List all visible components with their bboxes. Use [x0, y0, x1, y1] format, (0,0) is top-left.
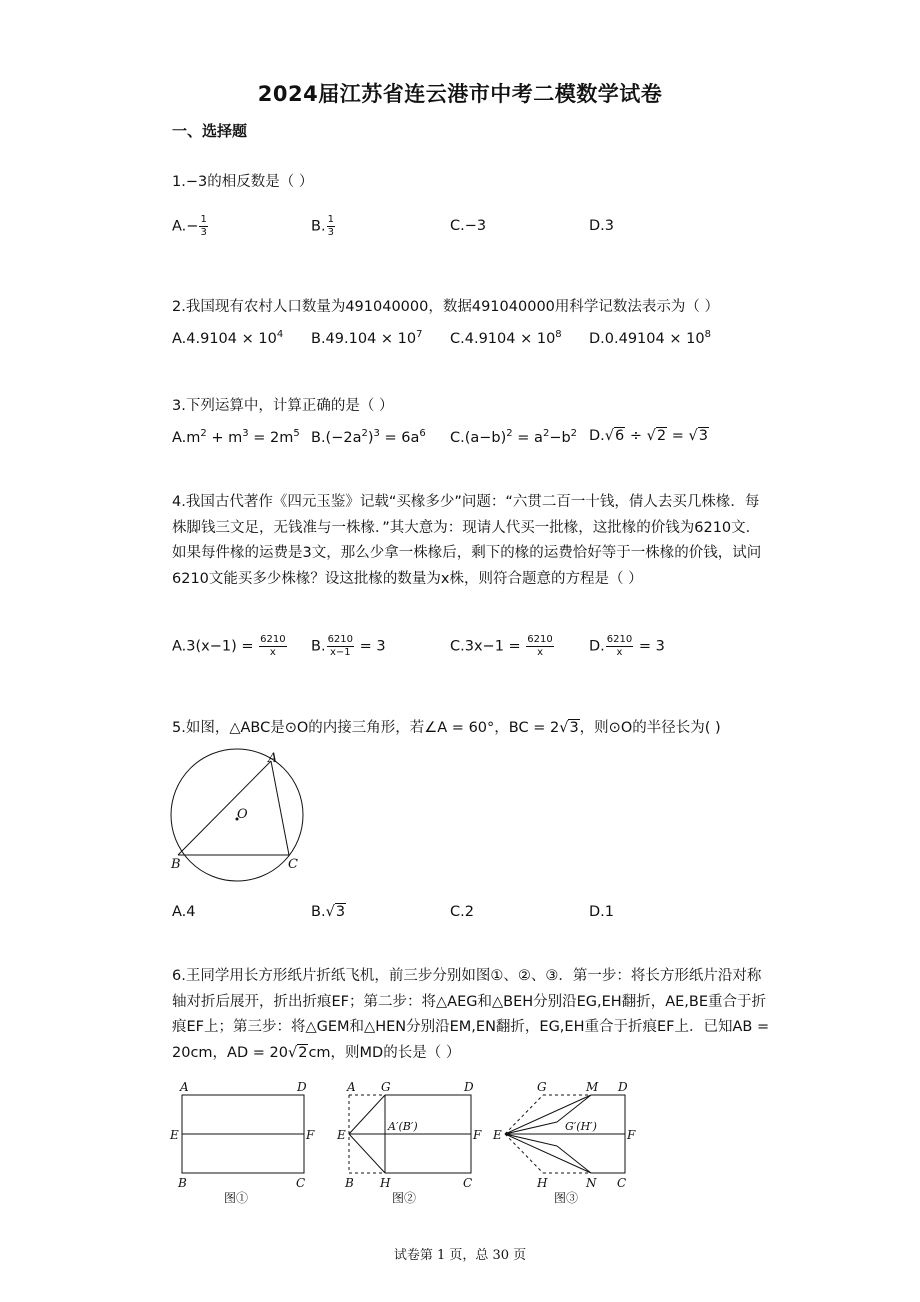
denominator: x [616, 647, 623, 658]
label-a: A [180, 1080, 189, 1094]
term: = 3 [634, 638, 665, 655]
exponent: 8 [555, 329, 562, 340]
question-1-stem: 1.−3的相反数是（ ） [172, 174, 314, 190]
segment-eg [349, 1095, 385, 1134]
term: B. [311, 638, 326, 655]
q5-option-c[interactable]: C.2 [450, 904, 474, 920]
label-f: F [627, 1128, 636, 1142]
term: = [667, 428, 689, 444]
term: −b [549, 430, 571, 446]
exponent: 4 [276, 329, 284, 340]
label-n: N [586, 1176, 597, 1190]
q1-option-b[interactable] [311, 214, 336, 239]
term: ÷ [625, 428, 647, 444]
denominator: x [537, 647, 543, 658]
question-5-stem [172, 716, 721, 737]
segment-eh [349, 1134, 385, 1173]
q2-b-text: B.49.104 × 10 [311, 331, 417, 347]
label-e: E [493, 1128, 502, 1142]
q4-option-a[interactable] [172, 634, 288, 659]
segment-eh-prime-lower [505, 1134, 557, 1146]
dashed-eh [505, 1134, 543, 1173]
radicand: 6 [615, 428, 625, 444]
label-a-prime: A′(B′) [388, 1120, 418, 1133]
term: A.m [172, 430, 201, 446]
q3-option-c[interactable] [450, 428, 577, 446]
term: A.3(x−1) = [172, 638, 259, 655]
numerator: 1 [200, 214, 207, 225]
radicand: 3 [335, 904, 346, 920]
term: C.3x−1 = [450, 638, 526, 655]
label-a: A [268, 751, 278, 766]
segment-ab [178, 761, 271, 855]
term: ，则⊙O的半径长为( ) [579, 720, 721, 736]
q2-option-d[interactable] [589, 329, 711, 347]
radicand: 3 [698, 428, 708, 444]
term: ) [367, 430, 374, 446]
question-3-stem: 3.下列运算中，计算正确的是（ ） [172, 398, 394, 414]
fraction [199, 214, 207, 239]
term: D. [589, 428, 605, 444]
exponent: 2 [506, 428, 513, 439]
q6-figure-1 [168, 1078, 328, 1208]
term: = 2m [248, 430, 294, 446]
exponent: 3 [242, 428, 249, 439]
exponent: 6 [419, 428, 426, 439]
sqrt: √3 [559, 720, 579, 736]
sqrt: √3 [688, 428, 708, 444]
segment-eg-prime-upper [505, 1122, 557, 1134]
q3-option-b[interactable] [311, 428, 426, 446]
dashed-eg [505, 1095, 543, 1134]
label-f: F [306, 1128, 315, 1142]
question-6-stem [172, 964, 772, 1066]
denominator: 3 [200, 227, 207, 238]
term: B.(−2a [311, 430, 362, 446]
figure-caption: 图③ [554, 1191, 579, 1205]
label-h: H [537, 1176, 548, 1190]
q2-d-text: D.0.49104 × 10 [589, 331, 705, 347]
term: = 6a [379, 430, 420, 446]
q5-option-b[interactable] [311, 904, 346, 920]
q3-option-d[interactable] [589, 428, 709, 444]
denominator: 3 [327, 227, 334, 238]
term: B. [311, 904, 326, 920]
label-c: C [288, 857, 298, 872]
numerator: 6210 [260, 634, 286, 645]
label-g: G [381, 1080, 391, 1094]
term: = 3 [355, 638, 386, 655]
fraction [606, 634, 633, 659]
q6-figure-2 [335, 1078, 495, 1208]
exponent: 2 [361, 428, 368, 439]
radicand: 3 [569, 720, 579, 736]
label-d: D [297, 1080, 307, 1094]
exponent: 8 [704, 329, 711, 340]
label-f: F [473, 1128, 482, 1142]
label-b: B [178, 1176, 187, 1190]
exponent: 2 [570, 428, 578, 439]
exponent: 2 [542, 428, 550, 439]
numerator: 6210 [606, 634, 633, 645]
q1-b-text: B. [311, 218, 326, 235]
q2-a-text: A.4.9104 × 10 [172, 331, 277, 347]
label-d: D [464, 1080, 474, 1094]
sqrt: √2 [646, 428, 667, 444]
sqrt: √3 [325, 904, 346, 920]
label-g-prime: G′(H′) [565, 1120, 597, 1133]
numerator: 6210 [527, 634, 553, 645]
q2-c-text: C.4.9104 × 10 [450, 331, 556, 347]
denominator: x−1 [329, 647, 351, 658]
term: D. [589, 638, 605, 655]
label-d: D [618, 1080, 628, 1094]
question-2-stem: 2.我国现有农村人口数量为491040000，数据491040000用科学记数法表示为（ ） [172, 299, 719, 315]
radicand: 2 [298, 1044, 308, 1061]
label-b: B [171, 857, 181, 872]
q1-option-a[interactable] [172, 214, 209, 239]
exponent: 5 [293, 428, 300, 439]
term: = a [512, 430, 543, 446]
label-c: C [296, 1176, 306, 1190]
label-m: M [586, 1080, 599, 1094]
exponent: 2 [200, 428, 207, 439]
q5-circle-figure [166, 748, 316, 893]
q2-option-b[interactable] [311, 329, 423, 347]
q3-option-a[interactable] [172, 428, 300, 446]
term: 6.王同学用长方形纸片折纸飞机，前三步分别如图①、②、③．第一步：将长方形纸片沿对称轴对折后展开，折出折痕EF；第二步：将△AEG和△BEH分别沿EG,EH翻折，AE,BE重合于折痕EF上；第三步：将△GEM和△HEN分别沿EM,EN翻折，EG,EH重合于折痕EF上．已知AB = 20cm，AD = 20 [172, 968, 770, 1061]
label-e: E [170, 1128, 179, 1142]
q5-option-a[interactable]: A.4 [172, 904, 196, 920]
label-c: C [463, 1176, 473, 1190]
fraction [259, 634, 286, 659]
figure-caption: 图② [392, 1191, 417, 1205]
q1-a-text: A.− [172, 218, 199, 235]
q5-option-d[interactable]: D.1 [589, 904, 614, 920]
section-heading: 一、选择题 [172, 122, 248, 140]
q6-figure-3 [491, 1078, 651, 1208]
q4-option-c[interactable] [450, 634, 555, 659]
label-a: A [347, 1080, 356, 1094]
fraction [327, 214, 335, 239]
fraction [526, 634, 553, 659]
q1-option-d[interactable]: D.3 [589, 218, 614, 234]
label-o: O [237, 807, 248, 822]
q4-option-d[interactable] [589, 634, 665, 659]
denominator: x [269, 647, 276, 658]
term: cm，则MD的长是（ ） [308, 1044, 461, 1061]
fraction [327, 634, 354, 659]
radicand: 2 [656, 428, 667, 444]
term: C.(a−b) [450, 430, 507, 446]
term: + m [206, 430, 243, 446]
sqrt: √2 [287, 1044, 308, 1061]
q4-option-b[interactable] [311, 634, 386, 659]
label-b: B [345, 1176, 354, 1190]
numerator: 6210 [327, 634, 354, 645]
page-footer: 试卷第 1 页，总 30 页 [393, 1248, 527, 1263]
exponent: 3 [373, 428, 380, 439]
q2-option-c[interactable] [450, 329, 562, 347]
label-e: E [337, 1128, 346, 1142]
q2-option-a[interactable] [172, 329, 283, 347]
figure-caption: 图① [224, 1191, 249, 1205]
question-4-stem: 4.我国古代著作《四元玉鉴》记载“买椽多少”问题：“六贯二百一十钱，倩人去买几株椽．每株脚钱三文足，无钱准与一株椽．”其大意为：现请人代买一批椽，这批椽的价钱为6210文．如果每件椽的运费是3文，那么少拿一株椽后，剩下的椽的运费恰好等于一株椽的价钱，试问6210文能买多少株椽？设这批椽的数量为x株，则符合题意的方程是（ ） [172, 494, 762, 587]
term: 5.如图，△ABC是⊙O的内接三角形，若∠A = 60°，BC = 2 [172, 720, 560, 736]
label-h: H [380, 1176, 391, 1190]
label-g: G [537, 1080, 547, 1094]
sqrt: √6 [604, 428, 625, 444]
q1-option-c[interactable]: C.−3 [450, 218, 487, 234]
page-title: 2024届江苏省连云港市中考二模数学试卷 [257, 82, 663, 106]
numerator: 1 [327, 214, 334, 225]
segment-en [505, 1134, 591, 1173]
label-c: C [617, 1176, 627, 1190]
exponent: 7 [416, 329, 423, 340]
segment-ac [271, 761, 289, 855]
